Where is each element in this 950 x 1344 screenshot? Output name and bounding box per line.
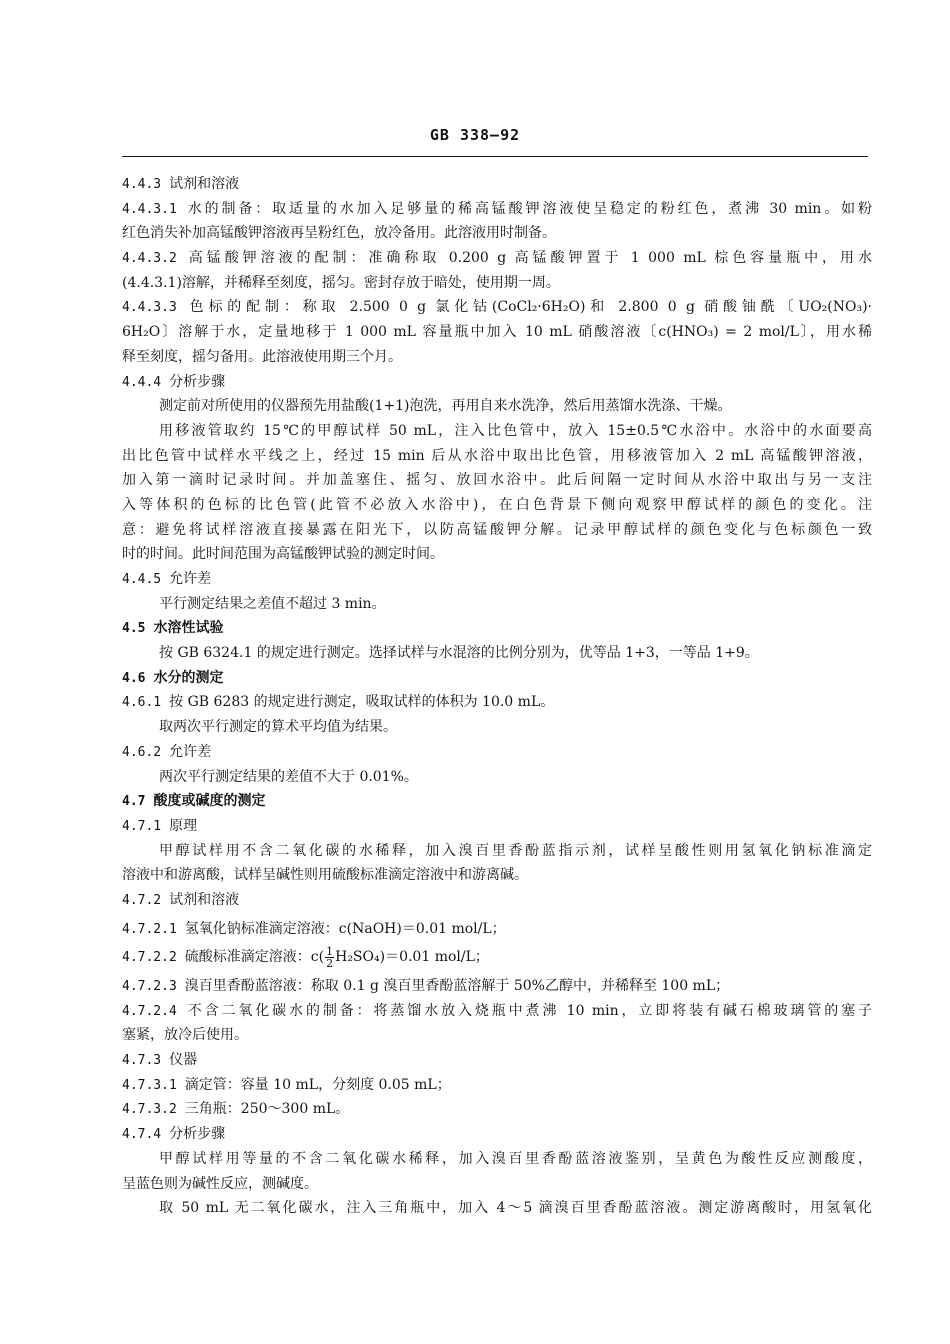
clause-text: 取 50 mL 无二氧化碳水，注入三角瓶中，加入 4～5 滴溴百里香酚蓝溶液。测定游离酸时，用氢氧化 [159,1200,872,1217]
clause-text: 三角瓶：250～300 mL。 [184,1101,350,1118]
text-line [122,863,872,888]
clause-text: 溴百里香酚蓝溶液：称取 0.1 g 溴百里香酚蓝溶解于 50%乙醇中，并稀释至 100 mL； [184,978,730,994]
text-line [122,715,872,740]
header-rule [122,156,868,157]
clause-line [122,1048,872,1073]
text-line [122,221,872,246]
clause-number: 4.4.3.1 [122,201,177,217]
clause-text: 水溶性试验 [153,620,224,637]
text-line [122,320,872,345]
clause-line [122,888,872,913]
clause-text: 酸度或碱度的测定 [153,793,266,810]
clause-text: 原理 [169,817,198,834]
clause-text: 出比色管中试样水平线之上，经过 15 min 后从水浴中取出比色管，用移液管加入 2 mL 高锰酸钾溶液， [122,447,872,464]
clause-number: 4.7.3 [122,1053,162,1069]
clause-number: 4.7.2.2 [122,950,177,966]
clause-text: 滴定管：容量 10 mL，分刻度 0.05 mL； [184,1076,451,1093]
clause-number: 4.7 [122,794,146,810]
text-line [122,444,872,469]
text-line [122,468,872,493]
text-line [122,493,872,518]
clause-text: 测定前对所使用的仪器预先用盐酸(1+1)泡洗，再用自来水洗净，然后用蒸馏水洗涤、干燥。 [159,398,732,415]
clause-line [122,814,872,839]
clause-text: 分析步骤 [169,373,226,390]
clause-number: 4.7.1 [122,818,162,834]
document-body [122,172,872,1221]
clause-line [122,1122,872,1147]
clause-number: 4.4.3.2 [122,251,177,267]
clause-text: 按 GB 6283 的规定进行测定，吸取试样的体积为 10.0 mL。 [169,694,555,711]
clause-text: 按 GB 6324.1 的规定进行测定。选择试样与水混溶的比例分别为，优等品 1+3，一等品 1+9。 [159,645,759,662]
clause-line [122,974,872,999]
text-line [122,641,872,666]
text-line [122,765,872,790]
clause-number: 4.6 [122,670,146,686]
clause-text: 分析步骤 [169,1126,226,1143]
clause-text: 用移液管取约 15℃的甲醇试样 50 mL，注入比色管中，放入 15±0.5℃水浴中。水浴中的水面要高 [159,422,872,439]
clause-text: 释至刻度，摇匀备用。此溶液使用期三个月。 [122,348,402,365]
clause-number: 4.4.4 [122,374,162,390]
clause-line [122,999,872,1024]
clause-text: 入等体积的色标的比色管(此管不必放入水浴中)，在白色背景下侧向观察甲醇试样的颜色的变化。注 [122,496,872,513]
clause-number: 4.5 [122,621,146,637]
clause-line [122,295,872,320]
section-heading [122,789,872,814]
clause-line [122,917,872,942]
clause-text: 塞紧，放冷后使用。 [122,1027,248,1044]
clause-line [122,246,872,271]
clause-text: 加入第一滴时记录时间。并加盖塞住、摇匀、放回水浴中。此后间隔一定时间从水浴中取出与另一支注 [122,472,872,489]
clause-text: 溶液中和游离酸，试样呈碱性则用硫酸标准滴定溶液中和游离碱。 [122,867,528,884]
clause-line [122,740,872,765]
fraction-denominator: 2 [326,956,334,970]
clause-line [122,1097,872,1122]
text-line [122,542,872,567]
text-line [122,394,872,419]
clause-text: 试剂和溶液 [169,176,240,192]
clause-text: 不含二氧化碳水的制备：将蒸馏水放入烧瓶中煮沸 10 min，立即将装有碱石棉玻璃管的塞子 [184,1002,872,1019]
clause-number: 4.4.3.3 [122,300,177,316]
text-line [122,1147,872,1172]
clause-text: 平行测定结果之差值不超过 3 min。 [159,595,386,612]
clause-text: 氢氧化钠标准滴定溶液：c(NaOH)＝0.01 mol/L； [184,920,506,937]
clause-text: 水分的测定 [153,669,224,686]
clause-text: 呈蓝色则为碱性反应，测碱度。 [122,1175,318,1192]
clause-text: 允许差 [169,743,212,760]
clause-line [122,172,872,197]
clause-text-tail: H₂SO₄)＝0.01 mol/L； [335,949,489,966]
section-heading [122,616,872,641]
text-line [122,419,872,444]
clause-number: 4.7.2.3 [122,979,177,994]
clause-text: 水的制备：取适量的水加入足够量的稀高锰酸钾溶液使呈稳定的粉红色，煮沸 30 min。如粉 [184,200,872,217]
clause-text: 高锰酸钾溶液的配制：准确称取 0.200 g 高锰酸钾置于 1 000 mL 棕色容量瓶中，用水 [184,250,872,267]
clause-number: 4.6.1 [122,695,162,711]
clause-text: 取两次平行测定的算术平均值为结果。 [159,719,397,736]
clause-text: 硫酸标准滴定溶液：c( [184,949,325,966]
clause-text: (4.4.3.1)溶解，并稀释至刻度，摇匀。密封存放于暗处，使用期一周。 [122,274,560,291]
clause-text: 允许差 [169,571,212,587]
clause-line [122,945,872,970]
section-heading [122,666,872,691]
clause-number: 4.4.5 [122,572,162,587]
fraction-numerator: 1 [326,944,334,958]
text-line [122,1196,872,1221]
text-line [122,1023,872,1048]
text-line [122,345,872,370]
clause-text: 两次平行测定结果的差值不大于 0.01%。 [159,768,418,785]
clause-number: 4.7.2.4 [122,1003,177,1019]
clause-line [122,690,872,715]
clause-number: 4.7.3.2 [122,1102,177,1118]
clause-text: 6H₂O〕溶解于水，定量地移于 1 000 mL 容量瓶中加入 10 mL 硝酸溶液〔c(HNO₃) = 2 mol/L〕，用水稀 [122,324,872,341]
clause-text: 仪器 [169,1052,198,1069]
clause-line [122,370,872,395]
clause-number: 4.4.3 [122,177,162,192]
clause-number: 4.6.2 [122,744,162,760]
clause-number: 4.7.2 [122,892,162,908]
clause-text: 甲醇试样用不含二氧化碳的水稀释，加入溴百里香酚蓝指示剂，试样呈酸性则用氢氧化钠标准滴定 [159,842,872,859]
clause-number: 4.7.3.1 [122,1077,177,1093]
fraction [325,946,334,969]
text-line [122,592,872,617]
clause-text: 甲醇试样用等量的不含二氧化碳水稀释，加入溴百里香酚蓝溶液鉴别，呈黄色为酸性反应测酸度， [159,1150,872,1167]
clause-text: 意：避免将试样溶液直接暴露在阳光下，以防高锰酸钾分解。记录甲醇试样的颜色变化与色标颜色一致 [122,521,872,538]
clause-line [122,1073,872,1098]
clause-text: 红色消失补加高锰酸钾溶液再呈粉红色，放冷备用。此溶液用时制备。 [122,225,556,242]
clause-text: 试剂和溶液 [169,891,240,908]
clause-line [122,567,872,592]
text-line [122,518,872,543]
text-line [122,839,872,864]
text-line [122,271,872,296]
text-line [122,1172,872,1197]
clause-number: 4.7.4 [122,1127,162,1143]
clause-text: 色标的配制：称取 2.500 0 g 氯化钴(CoCl₂·6H₂O)和 2.800 0 g 硝酸铀酰〔UO₂(NO₃)· [184,299,872,316]
standard-code-header: GB 338—92 [429,126,521,144]
clause-text: 时的时间。此时间范围为高锰酸钾试验的测定时间。 [122,546,444,563]
clause-line [122,197,872,222]
clause-number: 4.7.2.1 [122,921,177,937]
